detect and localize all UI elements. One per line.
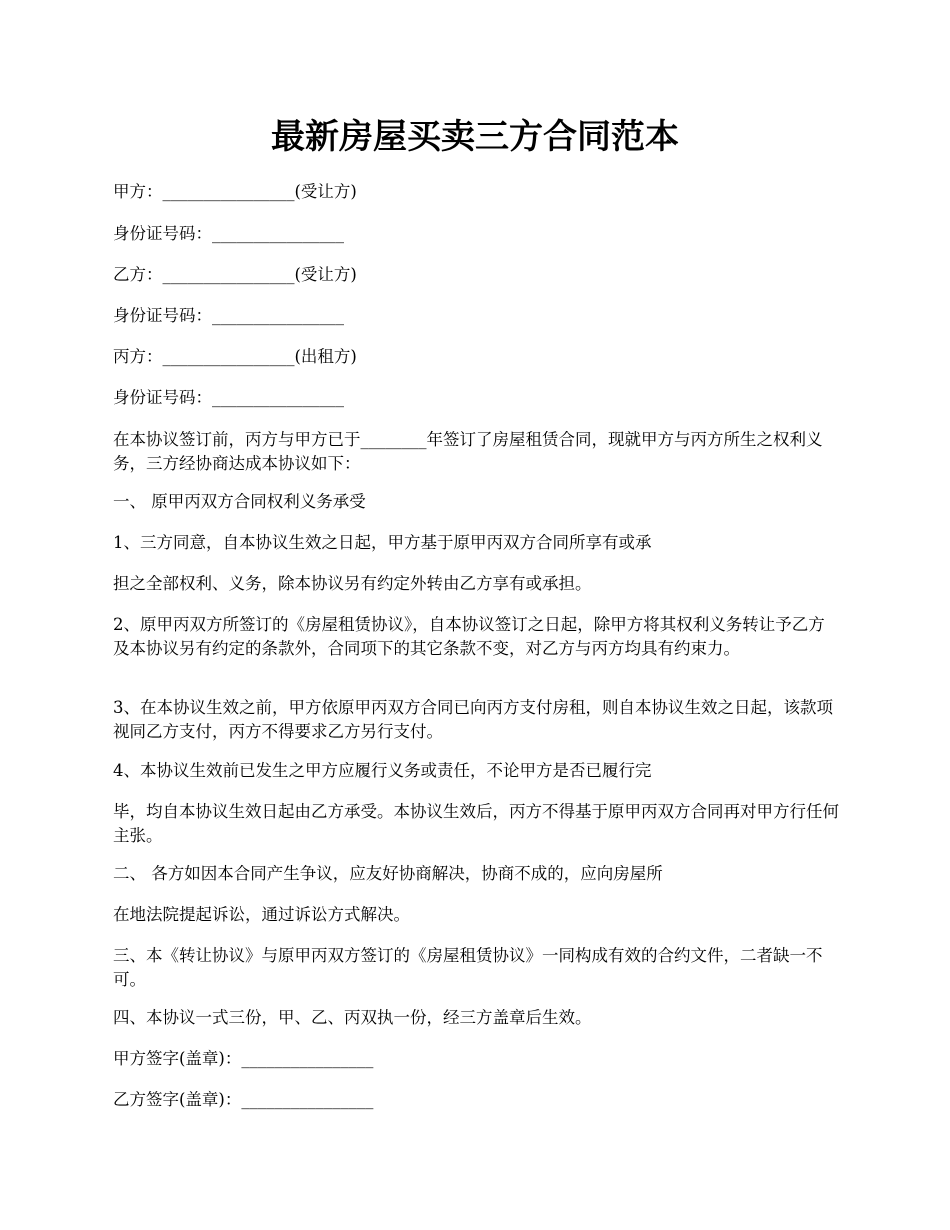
- clause-1-part-1: 1、三方同意，自本协议生效之日起，甲方基于原甲丙双方合同所享有或承: [113, 533, 652, 552]
- party-a-signature-line: 甲方签字(盖章)：________________: [113, 1049, 374, 1068]
- section-three-paragraph: 三、本《转让协议》与原甲丙双方签订的《房屋租赁协议》一同构成有效的合约文件，二者缺一不可。: [113, 946, 823, 989]
- party-b-id-line: 身份证号码：________________: [113, 306, 344, 325]
- section-four-paragraph: 四、本协议一式三份，甲、乙、丙双执一份，经三方盖章后生效。: [113, 1008, 592, 1027]
- clause-1-part-2: 担之全部权利、义务，除本协议另有约定外转由乙方享有或承担。: [113, 574, 592, 593]
- party-c-line: 丙方：________________(出租方): [113, 347, 357, 366]
- section-two-part-1: 二、 各方如因本合同产生争议，应友好协商解决，协商不成的，应向房屋所: [113, 864, 663, 883]
- party-c-id-line: 身份证号码：________________: [113, 388, 344, 407]
- section-one-heading: 一、 原甲丙双方合同权利义务承受: [113, 492, 366, 511]
- document-title: 最新房屋买卖三方合同范本: [271, 117, 679, 157]
- party-a-id-line: 身份证号码：________________: [113, 224, 344, 243]
- clause-4-part-2: 毕，均自本协议生效日起由乙方承受。本协议生效后，丙方不得基于原甲丙双方合同再对甲方行任何主张。: [113, 802, 839, 845]
- clause-2-paragraph: 2、原甲丙双方所签订的《房屋租赁协议》，自本协议签订之日起，除甲方将其权利义务转让予乙方及本协议另有约定的条款外，合同项下的其它条款不变，对乙方与丙方均具有约束力。: [113, 615, 825, 658]
- section-two-part-2: 在地法院提起诉讼，通过诉讼方式解决。: [113, 905, 410, 924]
- preamble-paragraph: 在本协议签订前，丙方与甲方已于________年签订了房屋租赁合同，现就甲方与丙方所生之权利义务，三方经协商达成本协议如下：: [113, 430, 823, 473]
- party-b-line: 乙方：________________(受让方): [113, 265, 357, 284]
- clause-4-part-1: 4、本协议生效前已发生之甲方应履行义务或责任，不论甲方是否已履行完: [113, 761, 652, 780]
- party-b-signature-line: 乙方签字(盖章)：________________: [113, 1090, 374, 1109]
- clause-3-paragraph: 3、在本协议生效之前，甲方依原甲丙双方合同已向丙方支付房租，则自本协议生效之日起，该款项视同乙方支付，丙方不得要求乙方另行支付。: [113, 698, 833, 741]
- party-a-line: 甲方：________________(受让方): [113, 182, 357, 201]
